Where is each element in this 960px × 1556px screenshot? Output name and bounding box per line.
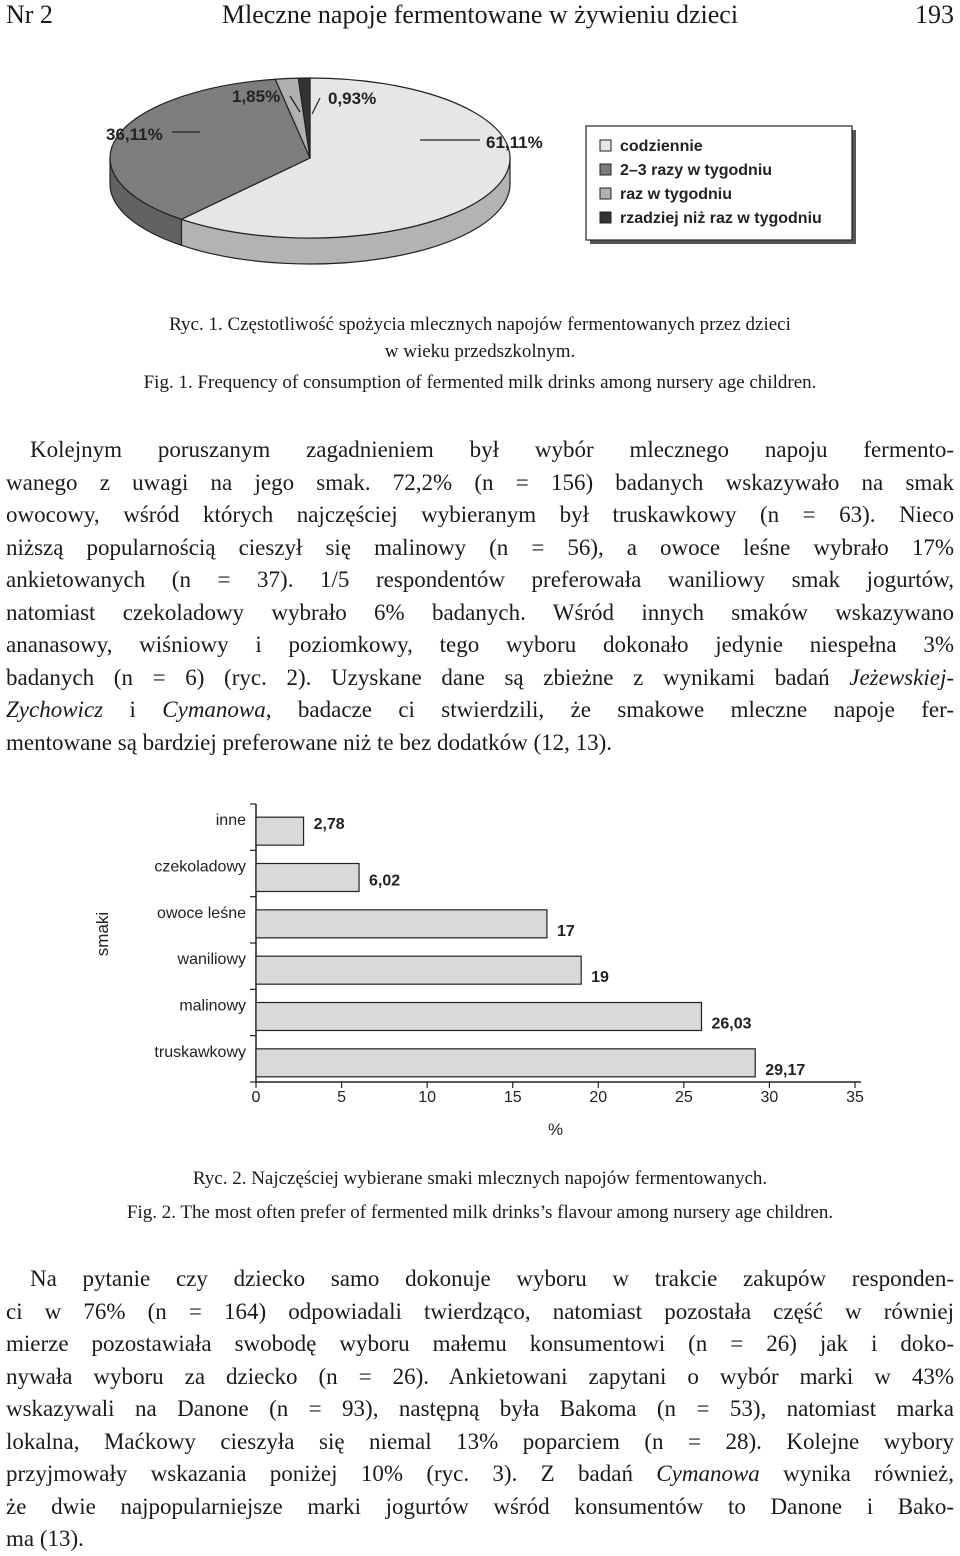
- pie-data-label: 36,11%: [106, 125, 163, 144]
- p1-line: wanego z uwagi na jego smak. 72,2% (n = 156) badanych wskazywało na smak: [6, 469, 954, 495]
- bar: [256, 817, 304, 845]
- x-tick-label: 0: [251, 1089, 261, 1106]
- p1-line: , badacze ci stwierdzili, że smakowe mleczne napoje fer-: [265, 697, 954, 722]
- p1-line: owocowy, wśród których najczęściej wybieranym był truskawkowy (n = 63). Nieco: [6, 502, 954, 527]
- x-tick-label: 25: [674, 1089, 693, 1106]
- figure1-caption-pl-line1: Ryc. 1. Częstotliwość spożycia mlecznych napojów fermentowanych przez dzieci: [169, 314, 791, 335]
- bar: [256, 1003, 701, 1031]
- pie-chart: [0, 60, 960, 310]
- category-label: owoce leśne: [157, 904, 246, 922]
- legend-item: codziennie: [620, 138, 703, 155]
- author-citation: Jeżewskiej-: [849, 664, 954, 690]
- legend-item: 2–3 razy w tygodniu: [620, 162, 773, 179]
- p2-line: ci w 76% (n = 164) odpowiadali twierdząco, natomiast pozostała część w równiej: [6, 1298, 954, 1324]
- running-title: Mleczne napoje fermentowane w żywieniu dzieci: [221, 0, 739, 29]
- x-tick-label: 5: [337, 1089, 347, 1106]
- x-tick-label: 10: [418, 1089, 437, 1106]
- p2-line: lokalna, Maćkowy cieszyła się niemal 13% poparciem (n = 28). Kolejne wybory: [6, 1428, 954, 1454]
- pie-data-label: 1,85%: [232, 87, 281, 106]
- category-label: malinowy: [179, 997, 246, 1015]
- x-tick-label: 15: [503, 1089, 522, 1106]
- bar: [256, 956, 581, 984]
- pie-data-label: 61,11%: [486, 133, 543, 152]
- bar-value-label: 2,78: [313, 816, 345, 834]
- bar-chart: [0, 790, 960, 1150]
- bar-value-label: 29,17: [765, 1061, 806, 1079]
- x-axis-label: %: [547, 1120, 564, 1139]
- author-citation: Cymanowa: [656, 1461, 760, 1486]
- paragraph-brand-choice: [6, 1263, 954, 1556]
- p1-line: niższą popularnością cieszył się malinowy (n = 56), a owoce leśne wybrało 17%: [6, 534, 954, 560]
- p1-text: i: [103, 697, 163, 722]
- paragraph-flavour-preferences: [6, 434, 954, 759]
- p1-line: Kolejnym poruszanym zagadnieniem był wybór mlecznego napoju fermento-: [30, 437, 954, 462]
- p2-line: nywała wyboru za dziecko (n = 26). Ankietowani zapytani o wybór marki w 43%: [6, 1363, 954, 1389]
- x-tick-label: 30: [760, 1089, 779, 1106]
- p2-line: mierze pozostawiała swobodę wyboru małemu konsumentowi (n = 26) jak i doko-: [6, 1331, 954, 1356]
- p2-line: przyjmowały wskazania poniżej 10% (ryc. 3). Z badań: [6, 1461, 657, 1486]
- bar: [256, 910, 547, 938]
- figure1-caption-pl-line2: w wieku przedszkolnym.: [384, 341, 576, 362]
- legend-swatch: [600, 212, 611, 223]
- bar-value-label: 19: [591, 969, 609, 987]
- page-number: 193: [915, 0, 954, 29]
- p1-line: ankietowanych (n = 37). 1/5 respondentów preferowała waniliowy smak jogurtów,: [6, 567, 954, 592]
- p1-line: natomiast czekoladowy wybrało 6% badanych. Wśród innych smaków wskazywano: [6, 599, 954, 625]
- figure1-caption-en: Fig. 1. Frequency of consumption of fermented milk drinks among nursery age children.: [143, 372, 817, 393]
- x-tick-label: 35: [846, 1089, 864, 1106]
- x-tick-label: 20: [589, 1089, 608, 1106]
- bar-value-label: 6,02: [369, 872, 401, 890]
- page-header: [0, 0, 960, 32]
- p2-line: że dwie najpopularniejsze marki jogurtów wśród konsumentów to Danone i Bako-: [6, 1493, 954, 1519]
- legend-item: rzadziej niż raz w tygodniu: [620, 210, 822, 227]
- category-label: waniliowy: [177, 951, 246, 969]
- y-axis-label: smaki: [93, 911, 112, 957]
- legend-swatch: [600, 188, 611, 199]
- category-label: czekoladowy: [154, 858, 246, 876]
- p1-line: badanych (n = 6) (ryc. 2). Uzyskane dane są zbieżne z wynikami badań: [6, 664, 850, 690]
- category-label: truskawkowy: [154, 1043, 246, 1061]
- p2-line: Na pytanie czy dziecko samo dokonuje wyboru w trakcie zakupów responden-: [30, 1266, 954, 1291]
- legend-swatch: [600, 164, 611, 175]
- bar: [256, 864, 359, 892]
- bar-value-label: 26,03: [711, 1015, 752, 1033]
- legend-swatch: [600, 140, 611, 151]
- bar-value-label: 17: [556, 922, 575, 940]
- journal-issue: Nr 2: [6, 0, 53, 29]
- legend-item: raz w tygodniu: [620, 186, 732, 203]
- figure2-caption-en: Fig. 2. The most often prefer of fermented milk drinks’s flavour among nursery age children.: [126, 1202, 834, 1223]
- bar: [256, 1049, 755, 1077]
- p2-line: ma (13).: [6, 1526, 84, 1551]
- p1-line: mentowane są bardziej preferowane niż te bez dodatków (12, 13).: [6, 729, 613, 755]
- figure2-caption-pl: Ryc. 2. Najczęściej wybierane smaki mlecznych napojów fermentowanych.: [192, 1168, 768, 1189]
- p2-line: wskazywali na Danone (n = 93), następną była Bakoma (n = 53), natomiast marka: [6, 1396, 954, 1421]
- author-citation: Zychowicz: [6, 697, 104, 722]
- p2-line: wynika również,: [759, 1461, 954, 1486]
- pie-data-label: 0,93%: [328, 89, 377, 108]
- p1-line: ananasowy, wiśniowy i poziomkowy, tego wyboru dokonało jedynie niespełna 3%: [6, 632, 954, 657]
- category-label: inne: [215, 812, 246, 830]
- author-citation: Cymanowa: [162, 697, 266, 722]
